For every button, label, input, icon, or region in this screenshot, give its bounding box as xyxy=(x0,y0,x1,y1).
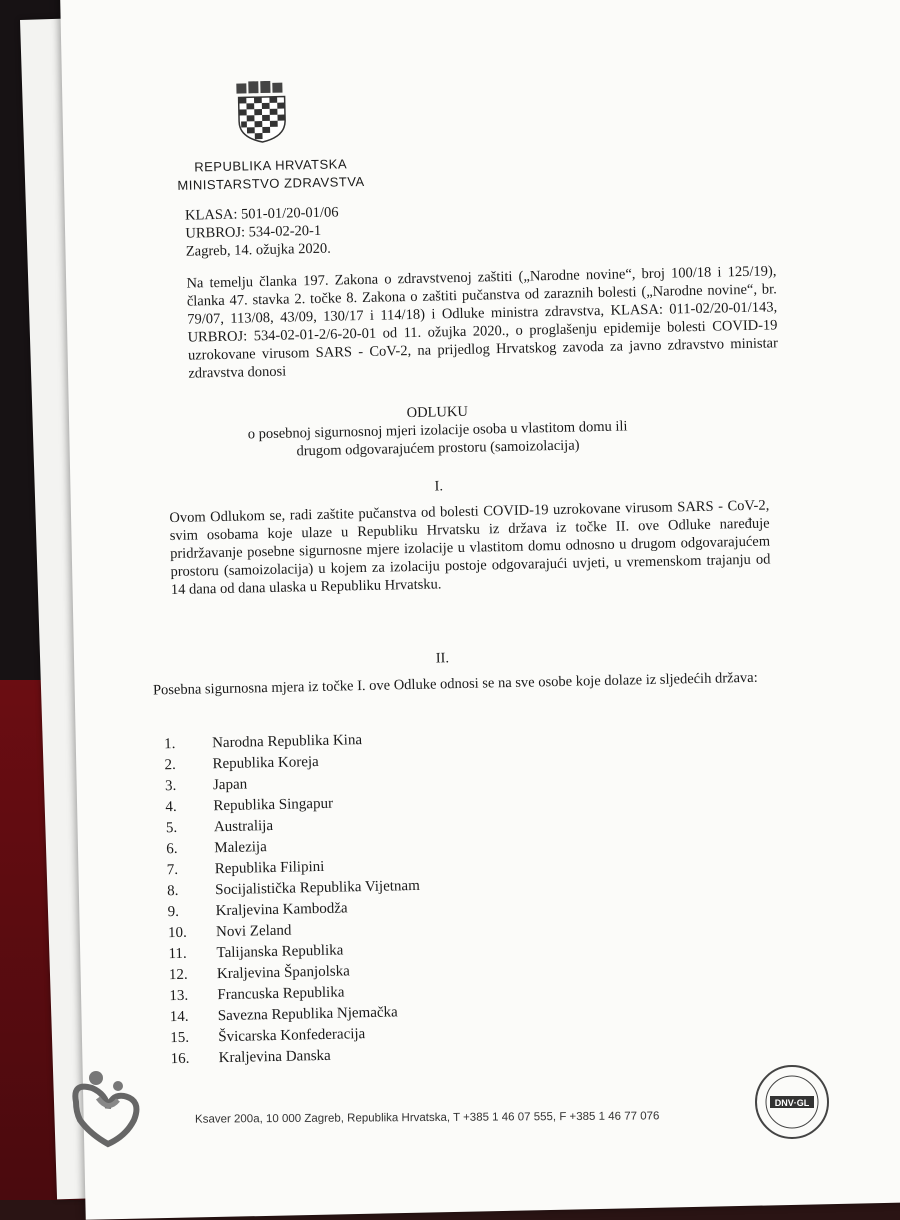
decision-subtitle-line2: drugom odgovarajućem prostoru (samoizolacija) xyxy=(296,437,580,460)
list-item: 14. Savezna Republika Njemačka xyxy=(169,1004,398,1026)
decision-subtitle-line1: o posebnoj sigurnosnoj mjeri izolacije osoba u vlastitom domu ili xyxy=(247,418,628,443)
quality-certification-seal-icon xyxy=(752,1062,832,1142)
klasa-line: KLASA: 501-01/20-01/06 xyxy=(184,204,339,224)
country-name: REPUBLIKA HRVATSKA xyxy=(194,156,348,175)
preamble-paragraph: Na temelju članka 197. Zakona o zdravstvenoj zaštiti („Narodne novine“, broj 100/18 i 125/19), članka 47. stavka 2. točke 8. Zakona o zaštiti pučanstva od zaraznih bolesti („Narodne novine“, br. 79/07, 113/08, 43/09, 130/17 i 114/18) i Odluke ministra zdravstva, KLASA: 011-02/20-01/143, URBROJ: 534-02-01-2/6-20-01 od 11. ožujka 2020., o proglašenju epidemije bolesti COVID-19 uzrokovane virusom SARS - CoV-2, na prijedlog Hrvatskog zavoda za javno zdravstvo ministar zdravstva donosi xyxy=(186,263,779,382)
section-2-paragraph: Posebna sigurnosna mjera iz točke I. ove Odluke odnosi se na sve osobe koje dolaze iz sljedećih država: xyxy=(152,669,758,699)
section-1-paragraph: Ovom Odlukom se, radi zaštite pučanstva od bolesti COVID-19 uzrokovane virusom SARS - CoV-2, svim osobama koje ulaze u Republiku Hrvatsku iz država iz točke II. ove Odluke naređuje pridržavanje posebne sigurnosne mjere izolacije u vlastitom domu odnosno u drugom odgovarajućem prostoru (samoizolacija) u kojem za izolaciju postoje odgovarajući uvjeti, u vremenskom trajanju od 14 dana od dana ulaska u Republiku Hrvatsku. xyxy=(169,497,771,599)
list-item: 10. Novi Zeland xyxy=(167,922,292,942)
reference-block xyxy=(185,203,340,260)
certification-label: DNV·GL xyxy=(774,1098,810,1108)
list-item: 9. Kraljevina Kambodža xyxy=(167,900,348,921)
list-item: 12. Kraljevina Španjolska xyxy=(168,963,350,984)
ministry-name: MINISTARSTVO ZDRAVSTVA xyxy=(177,173,365,193)
list-item: 8. Socijalistička Republika Vijetnam xyxy=(167,877,420,900)
list-item: 3. Japan xyxy=(164,776,248,795)
ministry-header xyxy=(177,155,365,195)
list-item: 1. Narodna Republika Kina xyxy=(163,732,363,753)
list-item: 13. Francuska Republika xyxy=(169,984,345,1005)
urbroj-line: URBROJ: 534-02-20-1 xyxy=(185,222,322,242)
list-item: 4. Republika Singapur xyxy=(165,795,334,816)
list-item: 5. Australija xyxy=(165,817,274,837)
date-line: Zagreb, 14. ožujka 2020. xyxy=(185,240,331,260)
country-list xyxy=(164,729,424,1070)
section-2-heading: II. xyxy=(435,650,450,667)
footer-address: Ksaver 200a, 10 000 Zagreb, Republika Hrvatska, T +385 1 46 07 555, F +385 1 46 77 076 xyxy=(194,1110,660,1126)
list-item: 7. Republika Filipini xyxy=(166,858,325,879)
list-item: 6. Malezija xyxy=(166,839,267,858)
list-item: 15. Švicarska Konfederacija xyxy=(170,1026,366,1047)
croatian-coat-of-arms-icon xyxy=(232,80,291,143)
list-item: 11. Talijanska Republika xyxy=(168,942,344,963)
list-item: 16. Kraljevina Danska xyxy=(170,1047,331,1068)
section-1-heading: I. xyxy=(434,478,444,495)
decision-title: ODLUKU xyxy=(406,403,469,422)
list-item: 2. Republika Koreja xyxy=(164,753,319,774)
heart-people-logo-icon xyxy=(68,1068,148,1148)
